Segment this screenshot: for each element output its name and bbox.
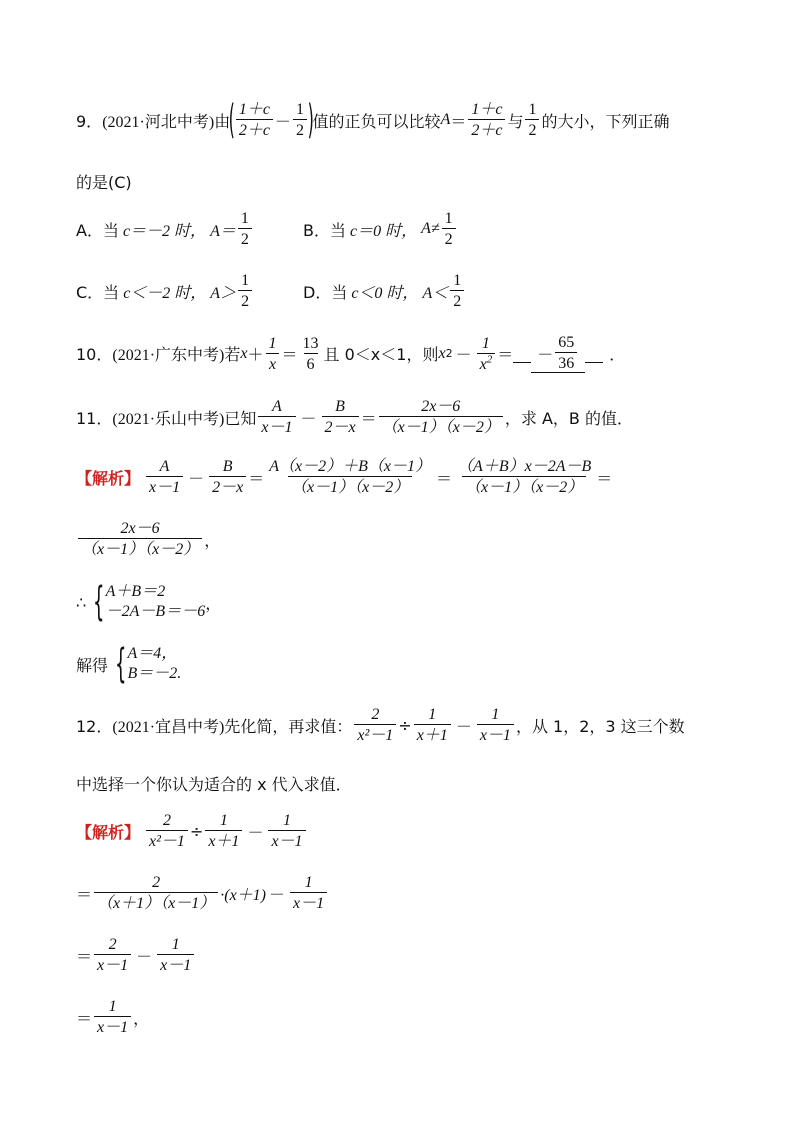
solution-tag: 【解析】 — [76, 468, 141, 488]
q12-number: 12． — [76, 716, 113, 736]
q12-line2: 中选择一个你认为适合的 x 代入求值． — [76, 775, 352, 794]
q10-line: 10． (2021·广东中考) 若 x ＋ $\frac{1}{x}$ ＝ $\frac{13}{6}$ 且 0＜x＜1，则 x 2 － $\frac{1}{x^2}$ ＝ － $\frac{65}{36}$ ． — [76, 334, 626, 373]
q10-blank-right — [585, 344, 603, 363]
q11-system: ∴ { A＋B＝2 －2A－B＝－6 ， — [76, 579, 222, 625]
left-brace-icon-2: { — [115, 641, 127, 687]
q9-fraction-2: $\frac{1}{2}$ — [293, 101, 307, 139]
q9-fraction-1: $\frac{1+c}{2+c}$ — [236, 101, 273, 139]
q11-source: (2021·乐山中考) — [112, 410, 225, 428]
q9-var-a: A — [440, 111, 451, 128]
q9-text-1: 由 — [214, 111, 231, 131]
q12-solution-line1: 【解析】 $\frac{2}{\text{x²－1}}$ ÷ $\frac{1}{x+1}$ － $\frac{1}{x-1}$ — [76, 812, 308, 850]
q12-step-2: ＝ $\frac{2}{x-1}$ － $\frac{1}{x-1}$ — [76, 936, 196, 974]
q10-source: (2021·广东中考) — [112, 347, 225, 364]
q9-line1: 9． (2021·河北中考) 由 ( $\frac{1+c}{2+c}$ － $\frac{1}{2}$ ) 值的正负可以比较 A ＝ $\frac{1+c}{2+c}$ 与 $\frac{1}{2}$ 的大小，下列正确 — [76, 97, 670, 143]
q9-source: (2021·河北中考) — [102, 113, 215, 131]
q10-answer: － $\frac{65}{36}$ — [531, 334, 585, 373]
q10-number: 10． — [76, 345, 113, 364]
q11-solution-line1: 【解析】 $\frac{A}{x-1}$ － $\frac{B}{2-x}$ ＝ $\frac{A(x-2)+B(x-1)}{(x-1)(x-2)}$ ＝ $\frac{(A+B)x-2A-B}{(x-1)(x-2)}$ ＝ — [76, 458, 613, 496]
q9-option-d: D．当 c＜0 时， A＜ $\frac{1}{2}$ — [303, 272, 466, 310]
q11-solution-line2: $\frac{2x-6}{(x-1)(x-2)}$ ， — [76, 520, 220, 558]
q12-source: (2021·宜昌中考) — [112, 718, 225, 736]
q9-number: 9． — [76, 111, 103, 131]
q12-line1: 12． (2021·宜昌中考) 先化简，再求值： $\frac{2}{\text{x²－1}}$ ÷ $\frac{1}{x+1}$ － $\frac{1}{x-1}$ ，从 1，2，3 这三个数 — [76, 706, 685, 744]
q12-step-1: ＝ $\frac{2}{(x+1)(x-1)}$ ·(x＋1) － $\frac{1}{x-1}$ — [76, 874, 329, 912]
q11-number: 11． — [76, 408, 113, 428]
right-paren: ) — [307, 97, 314, 143]
q9-option-a: A．当 c＝－2 时， A＝ $\frac{1}{2}$ — [76, 210, 254, 248]
q9-text-4: 的大小，下列正确 — [541, 111, 670, 131]
q11-line: 11． (2021·乐山中考) 已知 $\frac{A}{x-1}$ － $\frac{B}{2-x}$ ＝ $\frac{2x-6}{(x-1)(x-2)}$ ，求 A，B 的值． — [76, 398, 633, 436]
q9-option-b: B．当 c＝0 时， A≠ $\frac{1}{2}$ — [303, 210, 458, 248]
q9-fraction-3: $\frac{1+c}{2+c}$ — [468, 101, 505, 139]
q10-blank-left — [513, 344, 531, 363]
q9-answer: 的是(C) — [76, 173, 132, 192]
q9-equal: ＝ — [450, 111, 467, 131]
q9-text-2: 值的正负可以比较 — [312, 111, 441, 131]
solution-tag-2: 【解析】 — [76, 822, 141, 842]
q9-text-3: 与 — [507, 111, 524, 131]
q9-fraction-4: $\frac{1}{2}$ — [525, 101, 539, 139]
left-paren: ( — [228, 97, 236, 143]
q11-result: 解得 { A＝4， B＝－2. — [76, 641, 182, 687]
q12-step-3: ＝ $\frac{1}{x-1}$ ， — [76, 998, 150, 1036]
left-brace-icon: { — [93, 579, 105, 625]
q9-option-c: C．当 c＜－2 时， A＞ $\frac{1}{2}$ — [76, 272, 254, 310]
q9-line2 — [76, 170, 132, 193]
